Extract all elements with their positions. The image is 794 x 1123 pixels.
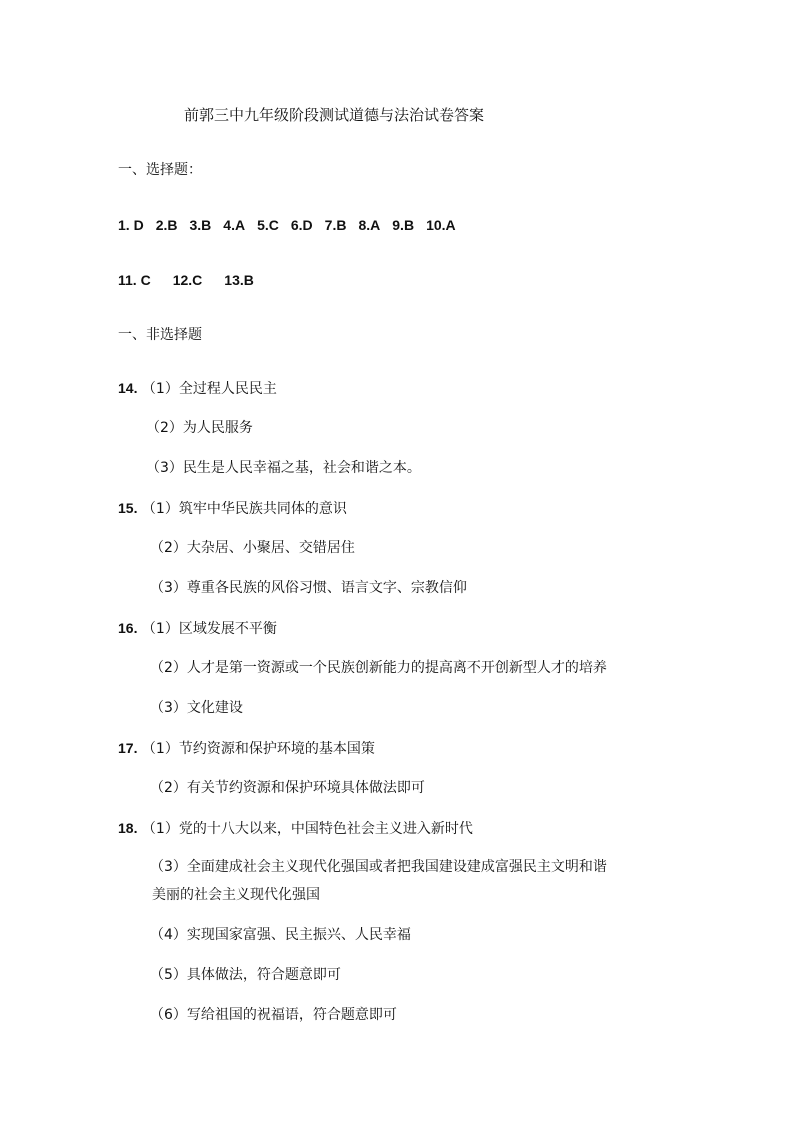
answer-1: 1. D — [118, 217, 144, 233]
answer-item: （6）写给祖国的祝福语，符合题意即可 — [150, 1007, 397, 1023]
answer-item-continued: 美丽的社会主义现代化强国 — [152, 887, 320, 903]
answer-item: （1）党的十八大以来，中国特色社会主义进入新时代 — [141, 821, 473, 837]
answer-item: （5）具体做法，符合题意即可 — [150, 967, 341, 983]
question-number: 14. — [118, 380, 138, 396]
answer-6: 6.D — [290, 217, 313, 233]
answer-item: （3）全面建成社会主义现代化强国或者把我国建设建成富强民主文明和谐 — [150, 859, 607, 875]
answer-10: 10.A — [426, 217, 456, 233]
answer-item: （2）人才是第一资源或一个民族创新能力的提高离不开创新型人才的培养 — [150, 660, 607, 676]
answer-item: （1）筑牢中华民族共同体的意识 — [141, 501, 347, 517]
answer-item: （4）实现国家富强、民主振兴、人民幸福 — [150, 927, 411, 943]
answer-item: （1）区域发展不平衡 — [141, 621, 277, 637]
question-14 — [118, 378, 277, 399]
answer-2: 2.B — [155, 217, 178, 233]
answer-row-2 — [118, 270, 266, 291]
section-heading-choice: 一、选择题： — [118, 162, 202, 178]
answer-item: （1）节约资源和保护环境的基本国策 — [141, 741, 375, 757]
section-heading-nonchoice: 一、非选择题 — [118, 327, 202, 343]
question-18 — [118, 818, 473, 839]
answer-5: 5.C — [257, 217, 279, 233]
question-16 — [118, 618, 277, 639]
answer-7: 7.B — [324, 217, 347, 233]
answer-row-1 — [118, 215, 468, 236]
question-number: 18. — [118, 820, 138, 836]
answer-9: 9.B — [392, 217, 415, 233]
document-title: 前郭三中九年级阶段测试道德与法治试卷答案 — [184, 106, 485, 124]
question-number: 15. — [118, 500, 138, 516]
answer-item: （3）文化建设 — [150, 700, 243, 716]
answer-13: 13.B — [224, 272, 254, 288]
answer-item: （3）尊重各民族的风俗习惯、语言文字、宗教信仰 — [150, 580, 467, 596]
answer-item: （2）大杂居、小聚居、交错居住 — [150, 540, 355, 556]
answer-3: 3.B — [189, 217, 212, 233]
question-number: 17. — [118, 740, 138, 756]
answer-4: 4.A — [223, 217, 246, 233]
answer-11: 11. C — [118, 272, 151, 288]
question-17 — [118, 738, 375, 759]
answer-item: （3）民生是人民幸福之基，社会和谐之本。 — [146, 460, 421, 476]
question-number: 16. — [118, 620, 138, 636]
question-15 — [118, 498, 347, 519]
answer-12: 12.C — [172, 272, 203, 288]
answer-item: （2）为人民服务 — [146, 420, 253, 436]
answer-item: （2）有关节约资源和保护环境具体做法即可 — [150, 780, 425, 796]
answer-8: 8.A — [358, 217, 381, 233]
answer-item: （1）全过程人民民主 — [141, 381, 277, 397]
